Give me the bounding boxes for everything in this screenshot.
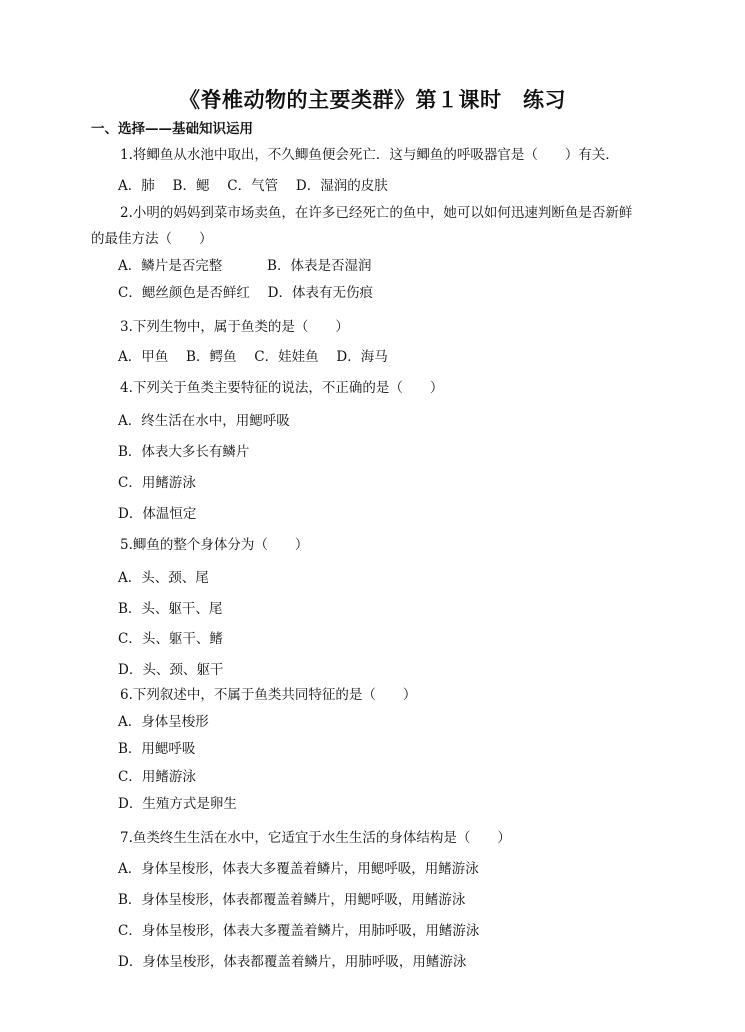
question-7-stem: 7.鱼类终生生活在水中，它适宜于水生生活的身体结构是（ ） (120, 830, 511, 846)
question-5-option-c: C．头、躯干、鳍 (118, 631, 223, 647)
question-5-option-a: A．头、颈、尾 (118, 570, 209, 586)
question-1-stem: 1.将鲫鱼从水池中取出，不久鲫鱼便会死亡．这与鲫鱼的呼吸器官是（ ）有关． (120, 147, 619, 163)
question-5-stem: 5.鲫鱼的整个身体分为（ ） (120, 537, 309, 553)
question-6-stem: 6.下列叙述中，不属于鱼类共同特征的是（ ） (120, 687, 417, 703)
question-2-options-row-1: A．鳞片是否完整 B．体表是否湿润 (118, 258, 372, 274)
question-1-options: A．肺 B．鳃 C．气管 D．湿润的皮肤 (118, 178, 388, 194)
question-7-option-d: D．身体呈梭形，体表都覆盖着鳞片，用肺呼吸，用鳍游泳 (118, 954, 467, 970)
question-3-stem: 3.下列生物中，属于鱼类的是（ ） (120, 319, 349, 335)
question-5-option-b: B．头、躯干、尾 (118, 601, 223, 617)
section-heading: 一、选择——基础知识运用 (91, 121, 253, 137)
question-4-option-d: D．体温恒定 (118, 506, 197, 522)
question-2-stem-line-1: 2.小明的妈妈到菜市场卖鱼，在许多已经死亡的鱼中，她可以如何迅速判断鱼是否新鲜 (120, 205, 633, 221)
question-3-options: A．甲鱼 B．鳄鱼 C．娃娃鱼 D．海马 (118, 349, 388, 365)
question-4-stem: 4.下列关于鱼类主要特征的说法，不正确的是（ ） (120, 380, 444, 396)
question-4-option-b: B．体表大多长有鳞片 (118, 444, 250, 460)
question-2-stem-line-2: 的最佳方法（ ） (91, 231, 213, 247)
question-6-option-c: C．用鳍游泳 (118, 769, 196, 785)
question-4-option-a: A．终生活在水中，用鳃呼吸 (118, 413, 290, 429)
question-7-option-a: A．身体呈梭形，体表大多覆盖着鳞片，用鳃呼吸，用鳍游泳 (118, 861, 479, 877)
question-6-option-d: D．生殖方式是卵生 (118, 796, 237, 812)
question-5-option-d: D．头、颈、躯干 (118, 662, 224, 678)
question-6-option-a: A．身体呈梭形 (118, 714, 209, 730)
document-title: 《脊椎动物的主要类群》第１课时 练习 (179, 87, 566, 112)
question-2-options-row-2: C．鳃丝颜色是否鲜红 D．体表有无伤痕 (118, 285, 373, 301)
question-4-option-c: C．用鳍游泳 (118, 475, 196, 491)
question-6-option-b: B．用鳃呼吸 (118, 741, 196, 757)
question-7-option-c: C．身体呈梭形，体表大多覆盖着鳞片，用肺呼吸，用鳍游泳 (118, 923, 480, 939)
question-7-option-b: B．身体呈梭形，体表都覆盖着鳞片，用鳃呼吸，用鳍游泳 (118, 892, 466, 908)
